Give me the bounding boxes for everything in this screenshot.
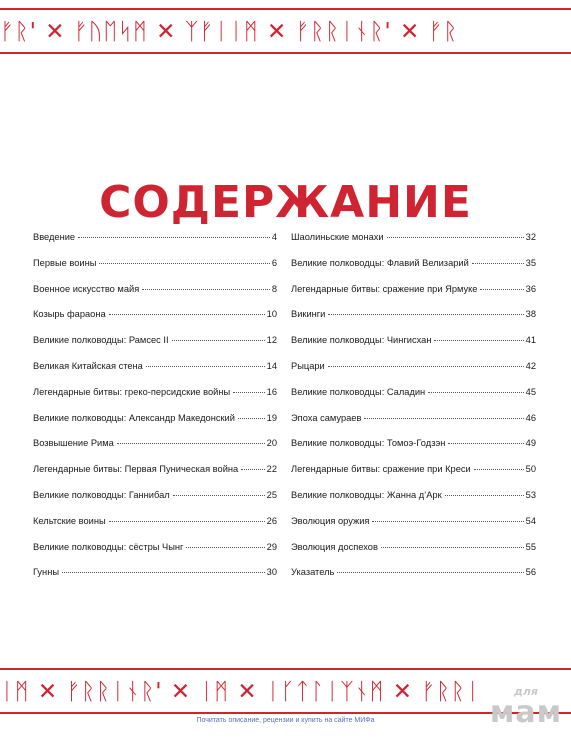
toc-entry — [291, 515, 536, 541]
toc-dot-leader — [448, 443, 523, 444]
toc-entry-page: 20 — [266, 438, 277, 449]
watermark-big-text: мам — [489, 695, 563, 730]
toc-entry-title: Викинги — [291, 309, 326, 320]
toc-dot-leader — [109, 521, 265, 522]
toc-entry-page: 56 — [525, 567, 536, 578]
toc-dot-leader — [233, 392, 265, 393]
toc-right-column — [291, 231, 536, 592]
toc-dot-leader — [78, 237, 270, 238]
toc-dot-leader — [364, 418, 523, 419]
toc-entry — [291, 257, 536, 283]
toc-entry — [33, 360, 277, 386]
toc-entry — [291, 463, 536, 489]
toc-dot-leader — [99, 263, 269, 264]
toc-entry-page: 32 — [525, 232, 536, 242]
toc-entry-page: 53 — [525, 489, 536, 500]
toc-entry-title: Великие полководцы: Александр Македонский — [33, 412, 235, 423]
toc-entry-page: 49 — [525, 438, 536, 449]
toc-entry — [33, 489, 277, 515]
toc-dot-leader — [372, 521, 523, 522]
toc-entry-page: 46 — [525, 412, 536, 423]
toc-entry-page: 6 — [271, 257, 277, 268]
toc-entry-title: Великие полководцы: Рамсес II — [33, 335, 169, 346]
toc-dot-leader — [328, 314, 523, 315]
toc-entry-title: Козырь фараона — [33, 309, 106, 320]
toc-entry — [33, 334, 277, 360]
page-title: СОДЕРЖАНИЕ — [99, 177, 472, 229]
toc-entry-title: Великие полководцы: сёстры Чынг — [33, 541, 184, 552]
toc-dot-leader — [337, 572, 523, 573]
toc-entry — [291, 283, 536, 309]
toc-entry-title: Рыцари — [291, 360, 325, 371]
toc-entry-page: 4 — [271, 232, 277, 242]
toc-entry-page: 14 — [266, 360, 277, 371]
toc-left-column — [33, 231, 277, 592]
toc-entry-title: Первые воины — [33, 257, 97, 268]
toc-entry — [291, 541, 536, 567]
toc-dot-leader — [109, 314, 265, 315]
toc-entry — [291, 412, 536, 438]
toc-dot-leader — [328, 366, 524, 367]
toc-entry-title: Великие полководцы: Жанна д’Арк — [291, 489, 442, 500]
toc-dot-leader — [117, 443, 265, 444]
toc-entry-title: Эволюция оружия — [291, 515, 370, 526]
top-rune-border — [0, 8, 571, 54]
toc-entry-title: Легендарные битвы: Первая Пуническая война — [33, 464, 239, 475]
toc-entry-title: Легендарные битвы: сражение при Креси — [291, 464, 471, 475]
toc-entry — [291, 360, 536, 386]
toc-entry — [33, 463, 277, 489]
toc-entry-page: 22 — [266, 464, 277, 475]
toc-dot-leader — [445, 495, 524, 496]
toc-dot-leader — [428, 392, 523, 393]
toc-dot-leader — [480, 289, 523, 290]
toc-entry — [33, 515, 277, 541]
toc-entry-page: 38 — [525, 309, 536, 320]
toc-dot-leader — [474, 469, 524, 470]
toc-entry-page: 12 — [266, 335, 277, 346]
toc-entry-title: Эпоха самураев — [291, 412, 362, 423]
toc-entry-title: Легендарные битвы: сражение при Ярмуке — [291, 283, 478, 294]
toc-entry-page: 41 — [525, 335, 536, 346]
toc-entry-title: Великие полководцы: Ганнибал — [33, 489, 170, 500]
toc-entry-title: Военное искусство майя — [33, 283, 140, 294]
toc-entry — [291, 566, 536, 592]
toc-entry — [291, 437, 536, 463]
toc-entry-page: 36 — [525, 283, 536, 294]
toc-dot-leader — [173, 495, 265, 496]
toc-entry-title: Великие полководцы: Томоэ-Годзэн — [291, 438, 446, 449]
toc-entry-title: Введение — [33, 232, 76, 242]
toc-entry-page: 16 — [266, 386, 277, 397]
toc-entry-title: Шаолиньские монахи — [291, 232, 384, 242]
toc-entry-title: Эволюция доспехов — [291, 541, 378, 552]
toc-entry — [291, 231, 536, 257]
toc-entry-page: 42 — [525, 360, 536, 371]
toc-entry-title: Великая Китайская стена — [33, 360, 143, 371]
toc-entry-page: 55 — [525, 541, 536, 552]
toc-entry-page: 30 — [266, 567, 277, 578]
footer-link[interactable]: Почитать описание, рецензии и купить на сайте МИФа — [196, 717, 375, 724]
toc-entry-page: 26 — [266, 515, 277, 526]
toc-entry-page: 29 — [266, 541, 277, 552]
toc-dot-leader — [186, 547, 264, 548]
toc-entry-page: 45 — [525, 386, 536, 397]
toc-entry-page: 10 — [266, 309, 277, 320]
toc-entry — [33, 257, 277, 283]
toc-entry-page: 19 — [266, 412, 277, 423]
toc-dot-leader — [142, 289, 270, 290]
toc-dot-leader — [434, 340, 523, 341]
toc-entry-title: Кельтские воины — [33, 515, 106, 526]
toc-entry — [291, 334, 536, 360]
toc-entry — [33, 566, 277, 592]
toc-entry — [291, 308, 536, 334]
toc-entry — [291, 386, 536, 412]
toc-entry — [33, 386, 277, 412]
toc-dot-leader — [387, 237, 524, 238]
toc-entry-title: Указатель — [291, 567, 335, 578]
toc-entry-page: 50 — [525, 464, 536, 475]
toc-entry-title: Легендарные битвы: греко-персидские войны — [33, 386, 231, 397]
toc-entry — [33, 283, 277, 309]
toc-entry-title: Гунны — [33, 567, 60, 578]
toc-dot-leader — [238, 418, 265, 419]
toc-entry — [33, 437, 277, 463]
toc-entry — [33, 308, 277, 334]
toc-entry-page: 35 — [525, 257, 536, 268]
toc-entry-title: Возвышение Рима — [33, 438, 114, 449]
toc-entry-title: Великие полководцы: Саладин — [291, 386, 426, 397]
toc-dot-leader — [241, 469, 264, 470]
top-rune-ornament: ᚠᚱ' ✕ ᚠᚢᛖᛋᛗ ✕ ᛉᚠᛁᛁᛗ ✕ ᚠᚱᚱᛁᚾᚱ' ✕ ᚠᚱ — [0, 19, 459, 45]
toc-dot-leader — [472, 263, 524, 264]
watermark-small-text: для — [513, 685, 538, 698]
toc-entry — [291, 489, 536, 515]
toc-entry-page: 8 — [271, 283, 277, 294]
toc-entry — [33, 412, 277, 438]
toc-dot-leader — [62, 572, 265, 573]
toc-dot-leader — [381, 547, 524, 548]
toc-entry-page: 25 — [266, 489, 277, 500]
toc-entry — [33, 231, 277, 257]
toc-entry-page: 54 — [525, 515, 536, 526]
toc-entry-title: Великие полководцы: Чингисхан — [291, 335, 432, 346]
toc-dot-leader — [172, 340, 265, 341]
toc-entry-title: Великие полководцы: Флавий Велизарий — [291, 257, 469, 268]
toc-dot-leader — [146, 366, 265, 367]
bottom-rune-ornament: ᛁᛗ ✕ ᚠᚱᚱᛁᚾᚱ' ✕ ᛁᛗ ✕ ᛁᚴᛏᛚᛁᛉᚾᛗ ✕ ᚠᚱᚱᛁ — [0, 679, 481, 705]
toc-entry — [33, 541, 277, 567]
